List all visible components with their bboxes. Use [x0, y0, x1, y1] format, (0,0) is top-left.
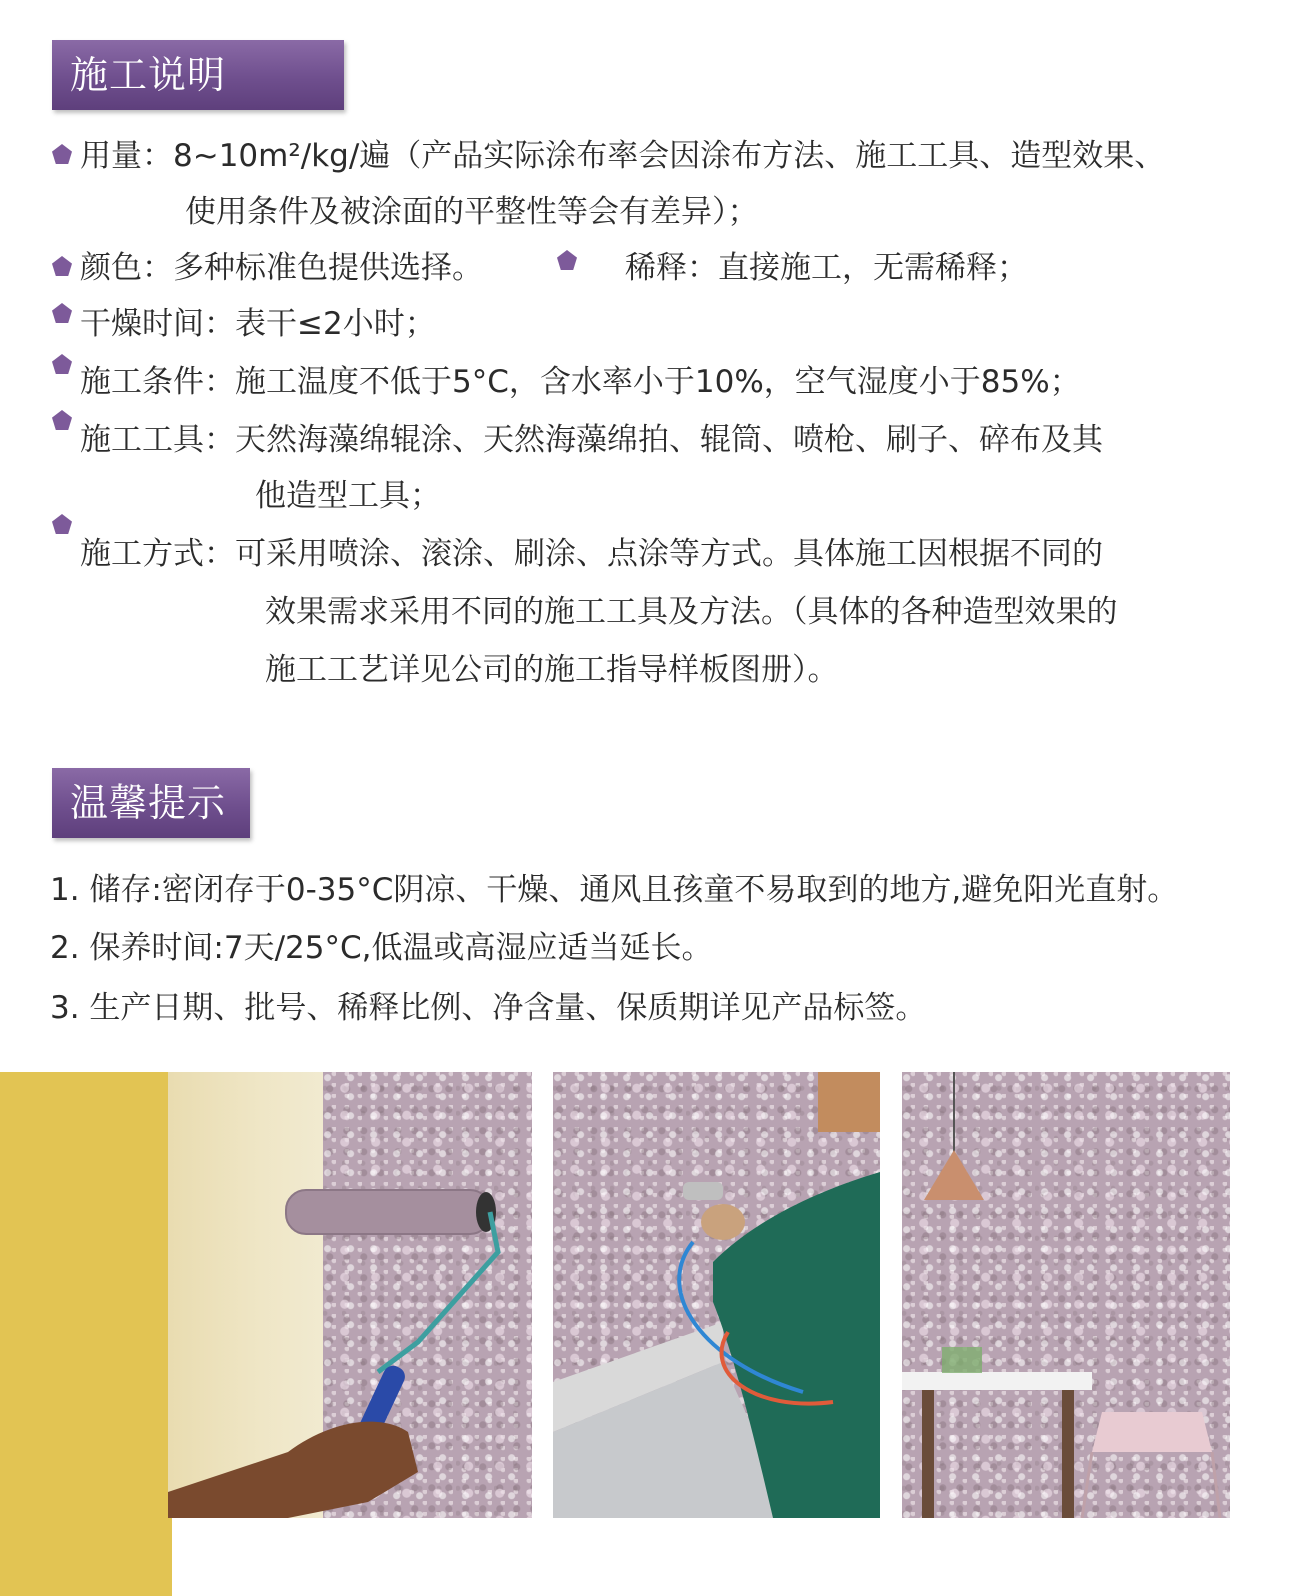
bullet-icon — [52, 144, 72, 164]
bullet-icon — [52, 354, 72, 374]
tools-line-1: 施工工具：天然海藻绵辊涂、天然海藻绵拍、辊筒、喷枪、刷子、碎布及其 — [80, 422, 1103, 458]
interior-scene-icon — [902, 1072, 1230, 1518]
method-line-2: 效果需求采用不同的施工工具及方法。（具体的各种造型效果的 — [265, 594, 1118, 630]
drying-time-line: 干燥时间：表干≤2小时； — [80, 306, 436, 342]
tip-product-label: 3. 生产日期、批号、稀释比例、净含量、保质期详见产品标签。 — [50, 990, 927, 1026]
photo-spray-application — [553, 1072, 880, 1518]
section-title-construction-instructions: 施工说明 — [52, 40, 344, 110]
tools-line-2: 他造型工具； — [255, 478, 441, 514]
usage-line-2: 使用条件及被涂面的平整性等会有差异）； — [185, 194, 759, 230]
bullet-icon — [52, 514, 72, 534]
section-title-warm-tips: 温馨提示 — [52, 768, 250, 838]
tip-maintenance: 2. 保养时间:7天/25°C,低温或高湿应适当延长。 — [50, 930, 713, 966]
usage-line-1: 用量：8~10m²/kg/遍（产品实际涂布率会因涂布方法、施工工具、造型效果、 — [80, 138, 1166, 174]
method-line-3: 施工工艺详见公司的施工指导样板图册）。 — [265, 652, 839, 688]
bullet-icon — [557, 250, 577, 270]
bullet-icon — [52, 256, 72, 276]
bullet-icon — [52, 303, 72, 323]
yellow-accent-block — [0, 1072, 172, 1596]
photo-roller-application — [168, 1072, 532, 1518]
method-line-1: 施工方式：可采用喷涂、滚涂、刷涂、点涂等方式。具体施工因根据不同的 — [80, 536, 1103, 572]
dilution-line: 稀释：直接施工，无需稀释； — [625, 250, 1028, 286]
bullet-icon — [52, 410, 72, 430]
construction-conditions-line: 施工条件：施工温度不低于5°C，含水率小于10%，空气湿度小于85%； — [80, 364, 1081, 400]
photo-interior-finished-wall — [902, 1072, 1230, 1518]
roller-icon — [168, 1072, 532, 1518]
sprayer-worker-icon — [553, 1072, 880, 1518]
tip-storage: 1. 储存:密闭存于0-35°C阴凉、干燥、通风且孩童不易取到的地方,避免阳光直射。 — [50, 872, 1179, 908]
color-line: 颜色：多种标准色提供选择。 — [80, 250, 483, 286]
